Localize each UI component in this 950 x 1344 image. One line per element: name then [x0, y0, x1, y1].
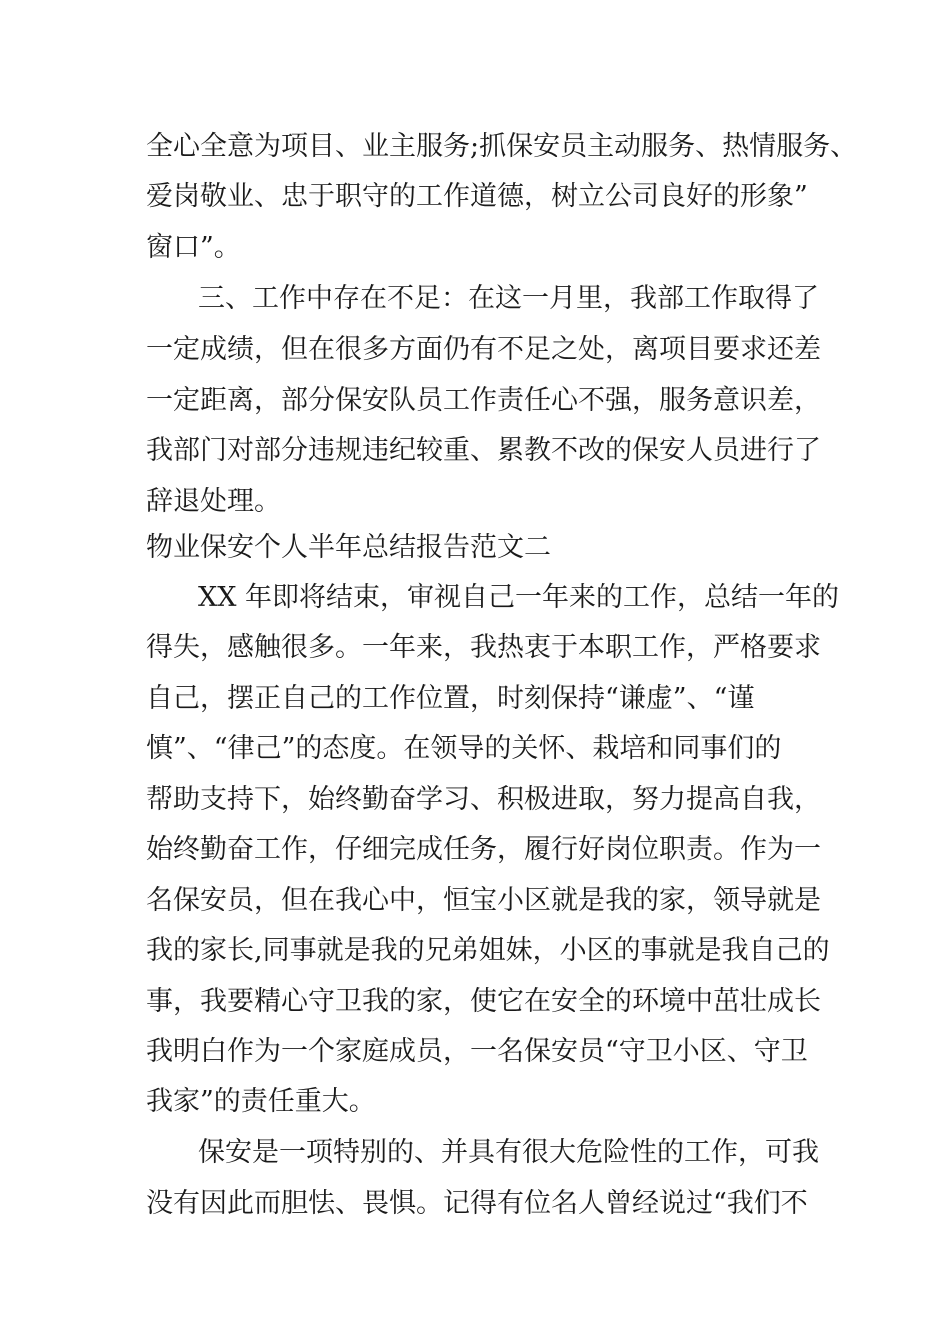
text-line: 辞退处理。	[146, 486, 281, 517]
text-line: 没有因此而胆怯、畏惧。记得有位名人曾经说过“我们不	[146, 1188, 808, 1219]
text-line: 我的家长,同事就是我的兄弟姐妹，小区的事就是我自己的	[146, 935, 830, 966]
text-line: 全心全意为项目、业主服务;抓保安员主动服务、热情服务、	[146, 131, 858, 162]
text-line: 我家”的责任重大。	[146, 1086, 376, 1117]
text-line: 一定成绩，但在很多方面仍有不足之处，离项目要求还差	[146, 334, 821, 365]
text-line: 事，我要精心守卫我的家，使它在安全的环境中茁壮成长	[146, 986, 821, 1017]
section-heading: 物业保安个人半年总结报告范文二	[146, 532, 551, 563]
text-line: 得失，感触很多。一年来，我热衷于本职工作，严格要求	[146, 632, 821, 663]
text-line: 帮助支持下，始终勤奋学习、积极进取，努力提高自我，	[146, 784, 821, 815]
text-line: 自己，摆正自己的工作位置，时刻保持“谦虚”、“谨	[146, 683, 755, 714]
text-line: 名保安员，但在我心中，恒宝小区就是我的家，领导就是	[146, 885, 821, 916]
text-line: 窗口”。	[146, 232, 241, 263]
text-line: 一定距离，部分保安队员工作责任心不强，服务意识差，	[146, 385, 821, 416]
text-line: 我明白作为一个家庭成员，一名保安员“守卫小区、守卫	[146, 1036, 808, 1067]
paragraph-start-line: XX 年即将结束，审视自己一年来的工作，总结一年的	[198, 582, 840, 613]
text-line: 慎”、“律己”的态度。在领导的关怀、栽培和同事们的	[146, 733, 782, 764]
text-line: 爱岗敬业、忠于职守的工作道德，树立公司良好的形象”	[146, 181, 808, 212]
paragraph-start-line: 保安是一项特别的、并具有很大危险性的工作，可我	[198, 1137, 819, 1168]
text-line: 始终勤奋工作，仔细完成任务，履行好岗位职责。作为一	[146, 834, 821, 865]
text-line: 我部门对部分违规违纪较重、累教不改的保安人员进行了	[146, 435, 821, 466]
paragraph-start-line: 三、工作中存在不足：在这一月里，我部工作取得了	[198, 283, 819, 314]
